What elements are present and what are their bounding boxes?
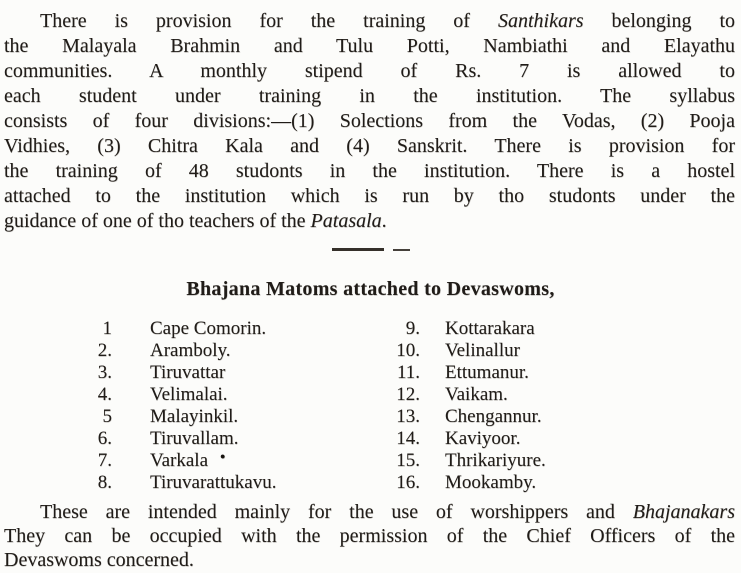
item-name: Vaikam. — [445, 384, 508, 405]
item-name: Kottarakara — [445, 318, 535, 339]
item-name: Malayinkil. — [150, 406, 239, 427]
item-name: Varkala — [150, 450, 209, 471]
paragraph-line: attached to the institution which is run by tho studonts under the — [4, 185, 735, 207]
paragraph-line: the training of 48 studonts in the institution. There is a hostel — [4, 160, 735, 182]
list-column-left — [0, 318, 355, 494]
item-number: 1 — [102, 318, 112, 339]
paragraph-line — [4, 209, 735, 234]
list-item — [58, 406, 355, 428]
item-name: Tiruvallam. — [150, 428, 239, 449]
list-item — [355, 450, 741, 472]
text-segment: These are intended mainly for the use of worshippers and — [40, 501, 633, 523]
list-item — [355, 406, 741, 428]
paragraph-line: consists of four divisions:—(1) Solections from the Vodas, (2) Pooja — [4, 110, 735, 132]
text-segment: . — [381, 210, 387, 232]
item-name: Cape Comorin. — [150, 318, 267, 339]
item-number: 10. — [396, 340, 420, 361]
list-item — [355, 384, 741, 406]
item-number: 4. — [97, 384, 112, 405]
item-name: Kaviyoor. — [445, 428, 521, 449]
item-number: 14. — [396, 428, 420, 449]
list-item — [355, 362, 741, 384]
italic-term: Santhikars — [497, 10, 584, 32]
item-number: 2. — [97, 340, 112, 361]
paragraph-line: Devaswoms concerned. — [4, 549, 194, 571]
item-name: Tiruvarattukavu. — [150, 472, 277, 493]
item-number: 6. — [97, 428, 112, 449]
list-item — [355, 340, 741, 362]
item-name: Mookamby. — [445, 472, 537, 493]
text-segment: belonging to — [583, 10, 736, 32]
paragraph-line: Vidhies, (3) Chitra Kala and (4) Sanskrit. There is provision for — [4, 135, 735, 157]
paragraph-2 — [0, 500, 741, 572]
list-item — [355, 428, 741, 450]
text-segment: There is provision for the training of — [40, 10, 498, 32]
item-number: 13. — [396, 406, 420, 427]
list-item — [58, 384, 355, 406]
paragraph-line: the Malayala Brahmin and Tulu Potti, Nambiathi and Elayathu — [4, 35, 735, 57]
item-number: 5 — [102, 406, 112, 427]
item-number: 16. — [396, 472, 420, 493]
item-name: Thrikariyure. — [445, 450, 546, 471]
item-name: Tiruvattar — [150, 362, 226, 383]
item-name: Velimalai. — [150, 384, 228, 405]
item-name: Ettumanur. — [445, 362, 529, 383]
item-name: Velinallur — [445, 340, 520, 361]
paragraph-line: each student under training in the institution. The syllabus — [4, 85, 735, 107]
paragraph-line — [4, 9, 735, 34]
list-item — [58, 450, 355, 472]
separator-rule — [0, 247, 741, 251]
list-item — [58, 362, 355, 384]
list-item — [355, 318, 741, 340]
item-number: 15. — [396, 450, 420, 471]
paragraph-line — [4, 500, 735, 524]
ink-smudge-icon: ● — [220, 451, 226, 461]
section-heading: Bhajana Matoms attached to Devaswoms, — [186, 278, 555, 300]
item-number: 8. — [97, 472, 112, 493]
list-item — [58, 340, 355, 362]
paragraph-1 — [0, 9, 741, 234]
separator-dash-long — [332, 248, 384, 251]
item-name: Chengannur. — [445, 406, 542, 427]
item-name: Aramboly. — [150, 340, 231, 361]
list-item — [58, 472, 355, 494]
separator-dash-short — [393, 249, 410, 251]
list-item — [58, 318, 355, 340]
list-column-right — [355, 318, 741, 494]
italic-term: Patasala — [310, 210, 382, 232]
item-number: 12. — [396, 384, 420, 405]
item-number: 7. — [97, 450, 112, 471]
item-number: 3. — [97, 362, 112, 383]
paragraph-line: communities. A monthly stipend of Rs. 7 is allowed to — [4, 60, 735, 82]
list-item — [58, 428, 355, 450]
bhajana-matom-list — [0, 318, 741, 494]
paragraph-line: They can be occupied with the permission of the Chief Officers of the — [4, 525, 735, 547]
item-number: 11. — [396, 362, 420, 383]
item-number: 9. — [405, 318, 420, 339]
list-item — [355, 472, 741, 494]
italic-term: Bhajanakars — [632, 501, 735, 523]
text-segment: guidance of one of tho teachers of the — [4, 210, 311, 232]
